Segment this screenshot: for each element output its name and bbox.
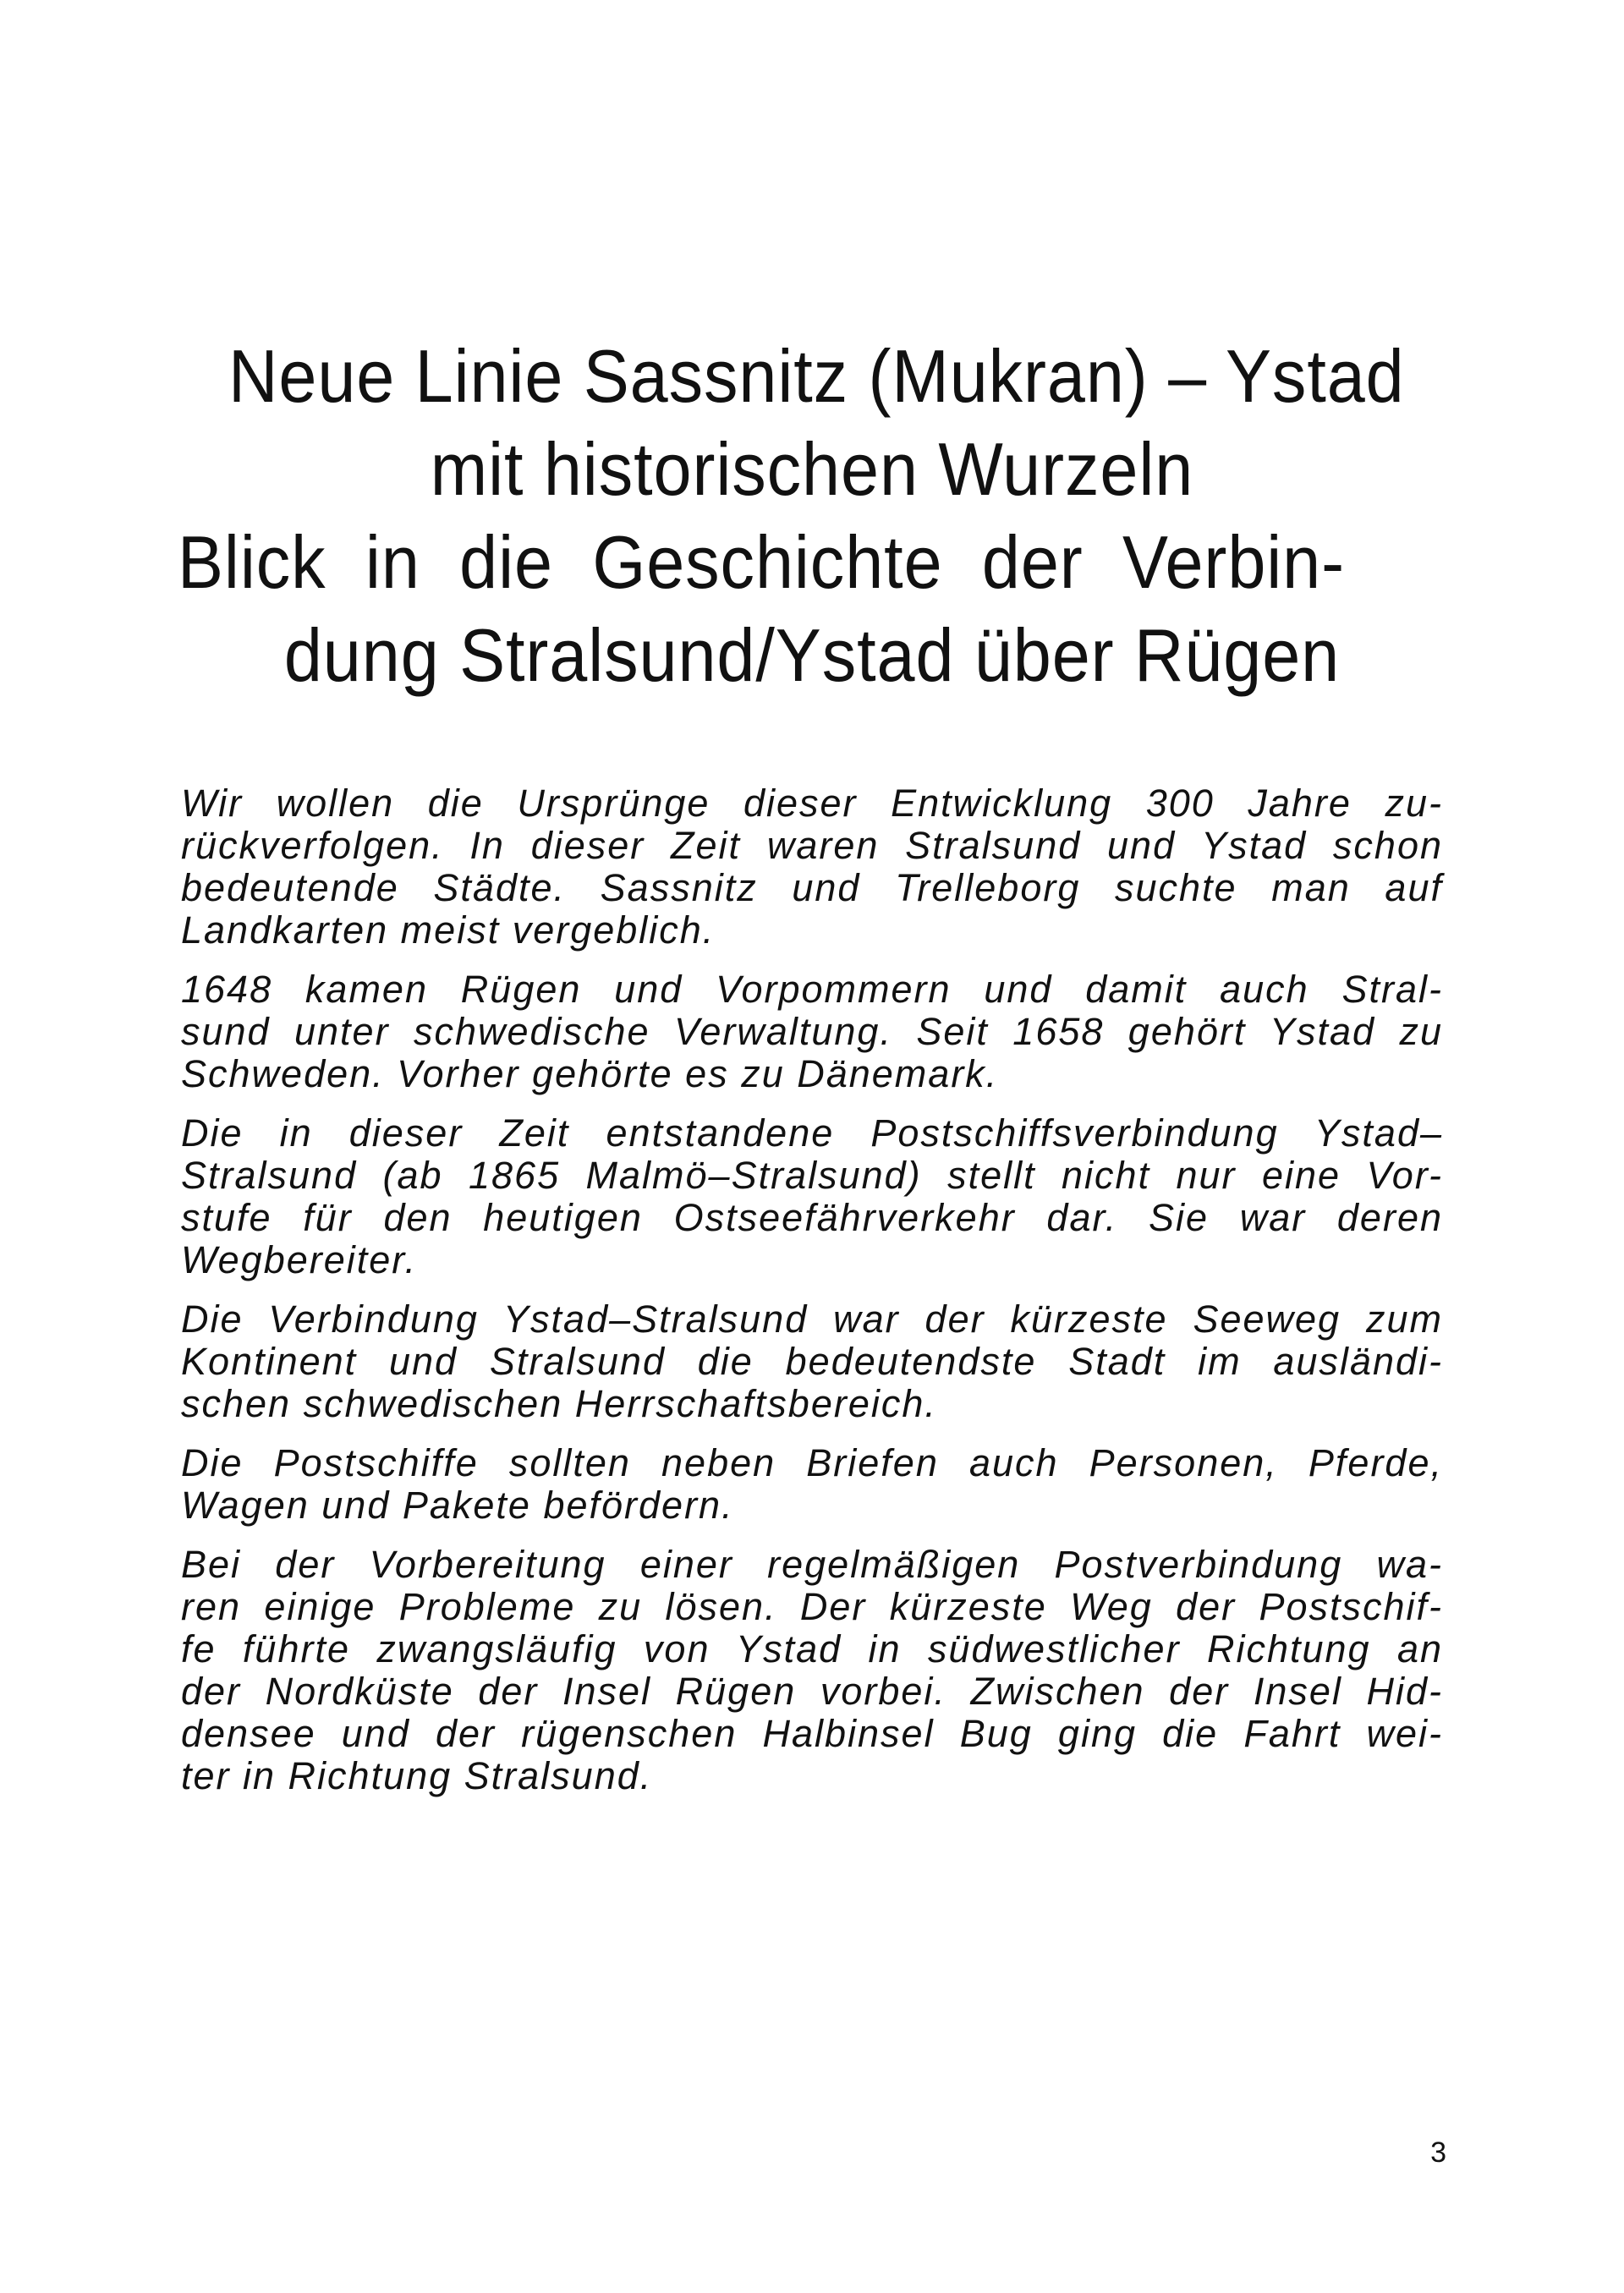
text-line: Wegbereiter.	[181, 1238, 418, 1281]
page-subtitle	[178, 516, 1446, 702]
body-text	[181, 782, 1443, 1814]
text-line: ren einige Probleme zu lösen. Der kürzeste Weg der Postschif-	[181, 1585, 1443, 1628]
paragraph	[181, 1544, 1443, 1797]
text-line: Die Verbindung Ystad–Stralsund war der kürzeste Seeweg zum	[181, 1297, 1443, 1341]
text-line: bedeutende Städte. Sassnitz und Trelleborg suchte man auf	[181, 866, 1443, 909]
title-line: Neue Linie Sassnitz (Mukran) – Ystad	[228, 334, 1405, 418]
text-line: Die Postschiffe sollten neben Briefen auch Personen, Pferde,	[181, 1441, 1443, 1484]
text-line: sund unter schwedische Verwaltung. Seit 1658 gehört Ystad zu	[181, 1010, 1443, 1053]
text-line: densee und der rügenschen Halbinsel Bug ging die Fahrt wei-	[181, 1712, 1443, 1755]
text-line: Landkarten meist vergeblich.	[181, 908, 716, 952]
text-line: Schweden. Vorher gehörte es zu Dänemark.	[181, 1052, 999, 1095]
text-line: 1648 kamen Rügen und Vorpommern und damit auch Stral-	[181, 968, 1443, 1011]
text-line: ter in Richtung Stralsund.	[181, 1754, 653, 1797]
page-title	[178, 330, 1446, 516]
text-line: Die in dieser Zeit entstandene Postschiffsverbindung Ystad–	[181, 1111, 1443, 1155]
text-line: fe führte zwangsläufig von Ystad in südwestlicher Richtung an	[181, 1627, 1443, 1670]
text-line: schen schwedischen Herrschaftsbereich.	[181, 1382, 937, 1425]
subtitle-line: Blick in die Geschichte der Verbin-	[178, 520, 1345, 604]
paragraph	[181, 1112, 1443, 1281]
page-number: 3	[1430, 2137, 1446, 2169]
text-line: Kontinent und Stralsund die bedeutendste Stadt im ausländi-	[181, 1340, 1443, 1383]
text-line: Wir wollen die Ursprünge dieser Entwicklung 300 Jahre zu-	[181, 782, 1443, 825]
text-line: Wagen und Pakete befördern.	[181, 1484, 734, 1527]
paragraph	[181, 1442, 1443, 1527]
text-line: der Nordküste der Insel Rügen vorbei. Zwischen der Insel Hid-	[181, 1670, 1443, 1713]
text-line: Stralsund (ab 1865 Malmö–Stralsund) stellt nicht nur eine Vor-	[181, 1154, 1443, 1197]
text-line: stufe für den heutigen Ostseefährverkehr dar. Sie war deren	[181, 1196, 1443, 1239]
title-line: mit historischen Wurzeln	[430, 427, 1194, 511]
paragraph	[181, 968, 1443, 1095]
paragraph	[181, 782, 1443, 952]
subtitle-line: dung Stralsund/Ystad über Rügen	[283, 613, 1341, 697]
text-line: Bei der Vorbereitung einer regelmäßigen Postverbindung wa-	[181, 1543, 1443, 1586]
paragraph	[181, 1298, 1443, 1425]
text-line: rückverfolgen. In dieser Zeit waren Stralsund und Ystad schon	[181, 824, 1443, 867]
